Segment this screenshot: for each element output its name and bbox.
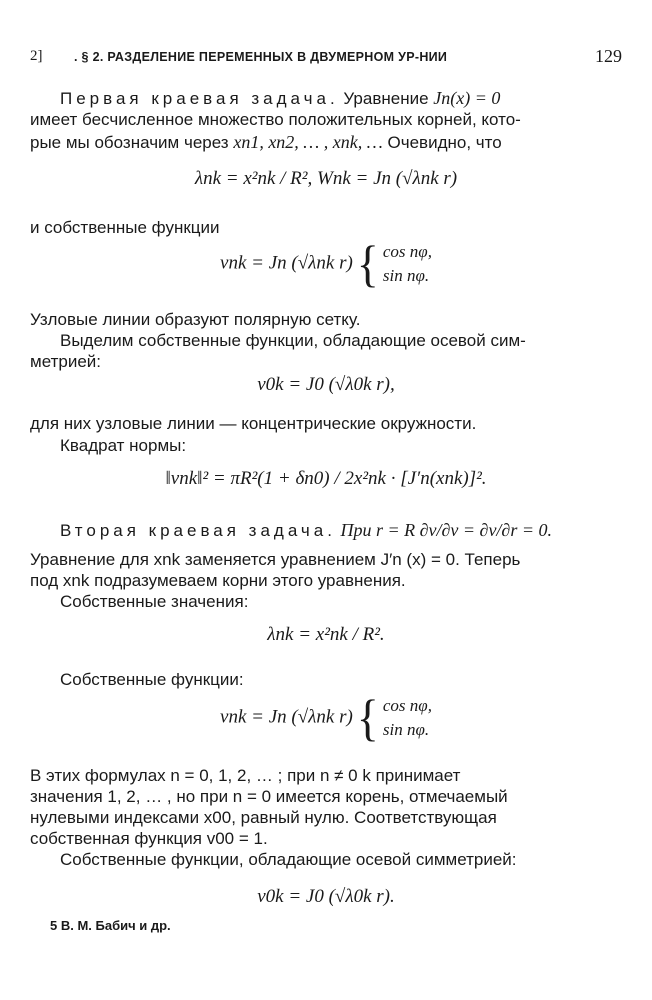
paragraph-line [60, 520, 622, 541]
paragraph-line: значения 1, 2, … , но при n = 0 имеется корень, отмечаемый [30, 787, 508, 806]
paragraph-line: Собственные функции: [60, 670, 244, 689]
equation-eigenvalues: λnk = x²nk / R², Wnk = Jn (√λnk r) [194, 168, 458, 189]
brace-glyph: { [356, 689, 379, 746]
paragraph-line: для них узловые линии — концентрические окружности. [30, 414, 477, 433]
math-inline: Jn(x) = 0 [433, 88, 501, 108]
brace-glyph: { [356, 235, 379, 292]
paragraph-line: нулевыми индексами x00, равный нулю. Соответствующая [30, 808, 497, 827]
cases: cos nφ, sin nφ. [382, 696, 432, 739]
page-number: 129 [595, 46, 622, 66]
paragraph-line: Собственные функции, обладающие осевой симметрией: [60, 850, 517, 869]
equation-axisymmetric-2: v0k = J0 (√λ0k r). [257, 886, 395, 907]
header-title: . § 2. РАЗДЕЛЕНИЕ ПЕРЕМЕННЫХ В ДВУМЕРНОМ УР-НИИ [74, 50, 448, 64]
paragraph-line: имеет бесчисленное множество положительных корней, кото- [30, 110, 521, 129]
paragraph-line: Квадрат нормы: [60, 436, 187, 455]
running-header [30, 46, 622, 72]
paragraph-line: Собственные значения: [60, 592, 249, 611]
equation-eigenvalues-2: λnk = x²nk / R². [267, 624, 385, 645]
cases: cos nφ, sin nφ. [382, 242, 432, 285]
section-heading: Вторая краевая задача. [60, 521, 336, 540]
section-heading: Первая краевая задача. [60, 89, 339, 108]
paragraph-line: Узловые линии образуют полярную сетку. [30, 310, 361, 329]
section-marker: 2] [30, 48, 43, 64]
equation-eigenfunctions-2: vnk = Jn (√λnk r){ cos nφ, sin nφ. [220, 689, 432, 746]
paragraph-line: Выделим собственные функции, обладающие осевой сим- [60, 331, 526, 350]
paragraph-line: В этих формулах n = 0, 1, 2, … ; при n ≠ 0 k принимает [30, 766, 461, 785]
footer-signature: 5 В. М. Бабич и др. [50, 918, 171, 933]
paragraph-line: Первая краевая задача. Уравнение Jn(x) = 0 [60, 88, 501, 108]
equation-axisymmetric: v0k = J0 (√λ0k r), [257, 374, 395, 395]
paragraph-line: метрией: [30, 352, 101, 371]
paragraph-line: рые мы обозначим через xn1, xn2, … , xnk, … Очевидно, что [30, 132, 502, 152]
paragraph-line: собственная функция v00 = 1. [30, 829, 268, 848]
math-inline: xn1, xn2, … , xnk, … [233, 132, 383, 152]
math-inline: При r = R ∂v/∂ν = ∂v/∂r = 0. [335, 520, 552, 540]
paragraph-line: и собственные функции [30, 218, 220, 237]
paragraph-line: Уравнение для xnk заменяется уравнением J′n (x) = 0. Теперь [30, 550, 521, 569]
equation-eigenfunctions: vnk = Jn (√λnk r){ cos nφ, sin nφ. [220, 235, 432, 292]
equation-norm: ‖vnk‖² = πR²(1 + δn0) / 2x²nk · [J′n(xnk)]². [165, 468, 487, 489]
paragraph-line: под xnk подразумеваем корни этого уравнения. [30, 571, 406, 590]
